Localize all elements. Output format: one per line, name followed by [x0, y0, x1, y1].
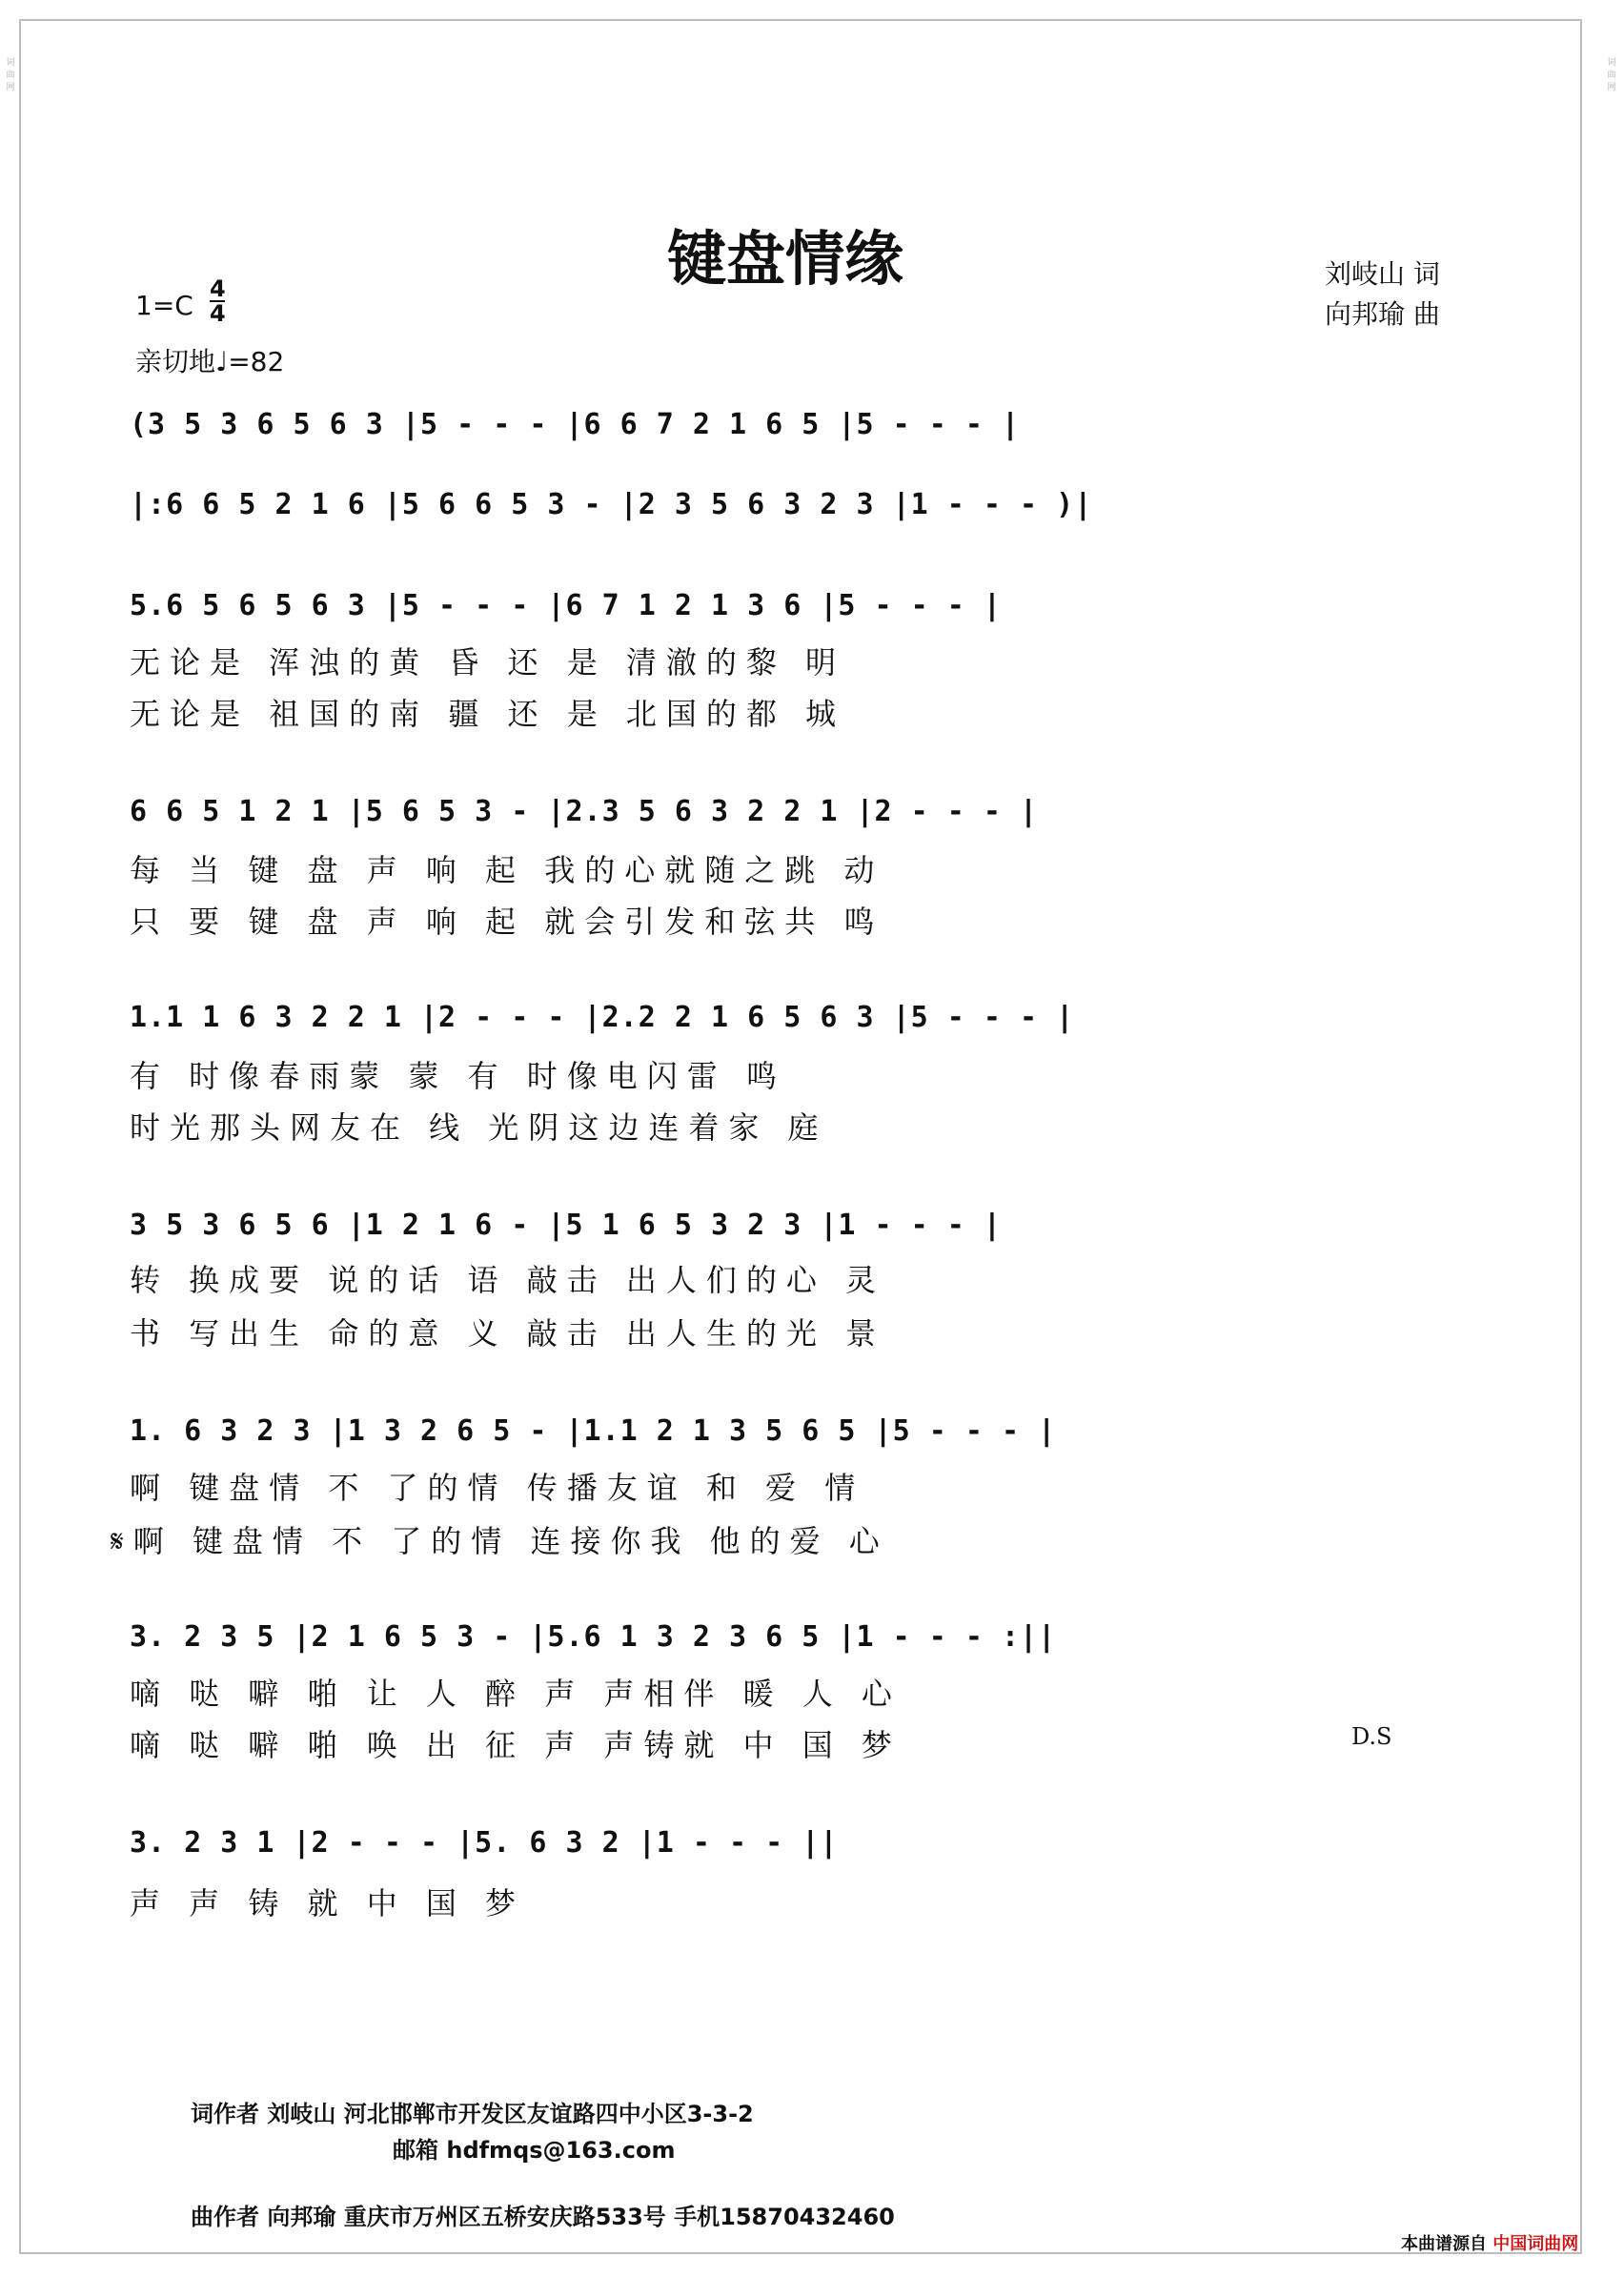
staff-5-lyric-1: 有 时像春雨蒙 蒙 有 时像电闪雷 鸣: [130, 1058, 786, 1094]
staff-9-notes: 3. 2 3 1 |2 - - - |5. 6 3 2 |1 - - - ||: [130, 1826, 839, 1860]
staff-4-lyric-1: 每 当 键 盘 声 响 起 我的心就随之跳 动: [130, 852, 884, 888]
source-note: [1401, 2230, 1578, 2255]
footer-email: 邮箱 hdfmqs@163.com: [393, 2137, 676, 2164]
staff-7-lyric-2: 𝄋啊 键盘情 不 了的情 连接你我 他的爱 心: [111, 1523, 889, 1559]
key-signature: 1=C: [135, 290, 193, 321]
staff-5-notes: 1.1 1 6 3 2 2 1 |2 - - - |2.2 2 1 6 5 6 3 |5 - - - |: [130, 1001, 1075, 1034]
song-title: 键盘情缘: [667, 224, 904, 294]
time-signature-top: 4: [210, 275, 226, 302]
footer-composer: 曲作者 向邦瑜 重庆市万州区五桥安庆路533号 手机15870432460: [191, 2204, 895, 2230]
staff-3-lyric-1: 无论是 浑浊的黄 昏 还 是 清澈的黎 明: [130, 644, 846, 681]
ds-mark: D.S: [1351, 1723, 1392, 1750]
staff-6-notes: 3 5 3 6 5 6 |1 2 1 6 - |5 1 6 5 3 2 3 |1 - - - |: [130, 1209, 1002, 1242]
staff-9-lyric-1: 声 声 铸 就 中 国 梦: [130, 1885, 526, 1921]
staff-5-lyric-2: 时光那头网友在 线 光阴这边连着家 庭: [130, 1109, 828, 1146]
staff-2-notes: |:6 6 5 2 1 6 |5 6 6 5 3 - |2 3 5 6 3 2 3 |1 - - - )|: [130, 488, 1093, 521]
source-label: 本曲谱源自: [1401, 2234, 1487, 2254]
staff-7-notes: 1. 6 3 2 3 |1 3 2 6 5 - |1.1 2 1 3 5 6 5 |5 - - - |: [130, 1414, 1057, 1448]
staff-6-lyric-2: 书 写出生 命的意 义 敲击 出人生的光 景: [130, 1315, 886, 1352]
staff-4-notes: 6 6 5 1 2 1 |5 6 5 3 - |2.3 5 6 3 2 2 1 |2 - - - |: [130, 795, 1039, 828]
composer-credit: 向邦瑜 曲: [1325, 298, 1440, 330]
source-site[interactable]: 中国词曲网: [1492, 2234, 1579, 2254]
staff-8-lyric-1: 嘀 哒 噼 啪 让 人 醉 声 声相伴 暖 人 心: [130, 1676, 902, 1712]
side-watermark-left: 词曲网: [6, 58, 15, 92]
staff-1-notes: (3 5 3 6 5 6 3 |5 - - - |6 6 7 2 1 6 5 |5 - - - |: [130, 408, 1021, 441]
staff-7-lyric-1: 啊 键盘情 不 了的情 传播友谊 和 爱 情: [130, 1470, 865, 1506]
lyricist-credit: 刘岐山 词: [1325, 258, 1440, 290]
time-signature-bottom: 4: [210, 300, 226, 327]
time-signature: [210, 275, 226, 327]
staff-4-lyric-2: 只 要 键 盘 声 响 起 就会引发和弦共 鸣: [130, 904, 884, 940]
staff-3-notes: 5.6 5 6 5 6 3 |5 - - - |6 7 1 2 1 3 6 |5 - - - |: [130, 589, 1002, 622]
footer-lyricist: 词作者 刘岐山 河北邯郸市开发区友谊路四中小区3-3-2: [191, 2101, 754, 2127]
staff-3-lyric-2: 无论是 祖国的南 疆 还 是 北国的都 城: [130, 696, 846, 732]
side-watermark-right: 词曲网: [1607, 58, 1616, 92]
staff-8-lyric-2: 嘀 哒 噼 啪 唤 出 征 声 声铸就 中 国 梦: [130, 1727, 902, 1763]
staff-6-lyric-1: 转 换成要 说的话 语 敲击 出人们的心 灵: [130, 1262, 886, 1298]
staff-8-notes: 3. 2 3 5 |2 1 6 5 3 - |5.6 1 3 2 3 6 5 |1 - - - :||: [130, 1620, 1057, 1654]
tempo-marking: 亲切地♩=82: [135, 346, 285, 377]
